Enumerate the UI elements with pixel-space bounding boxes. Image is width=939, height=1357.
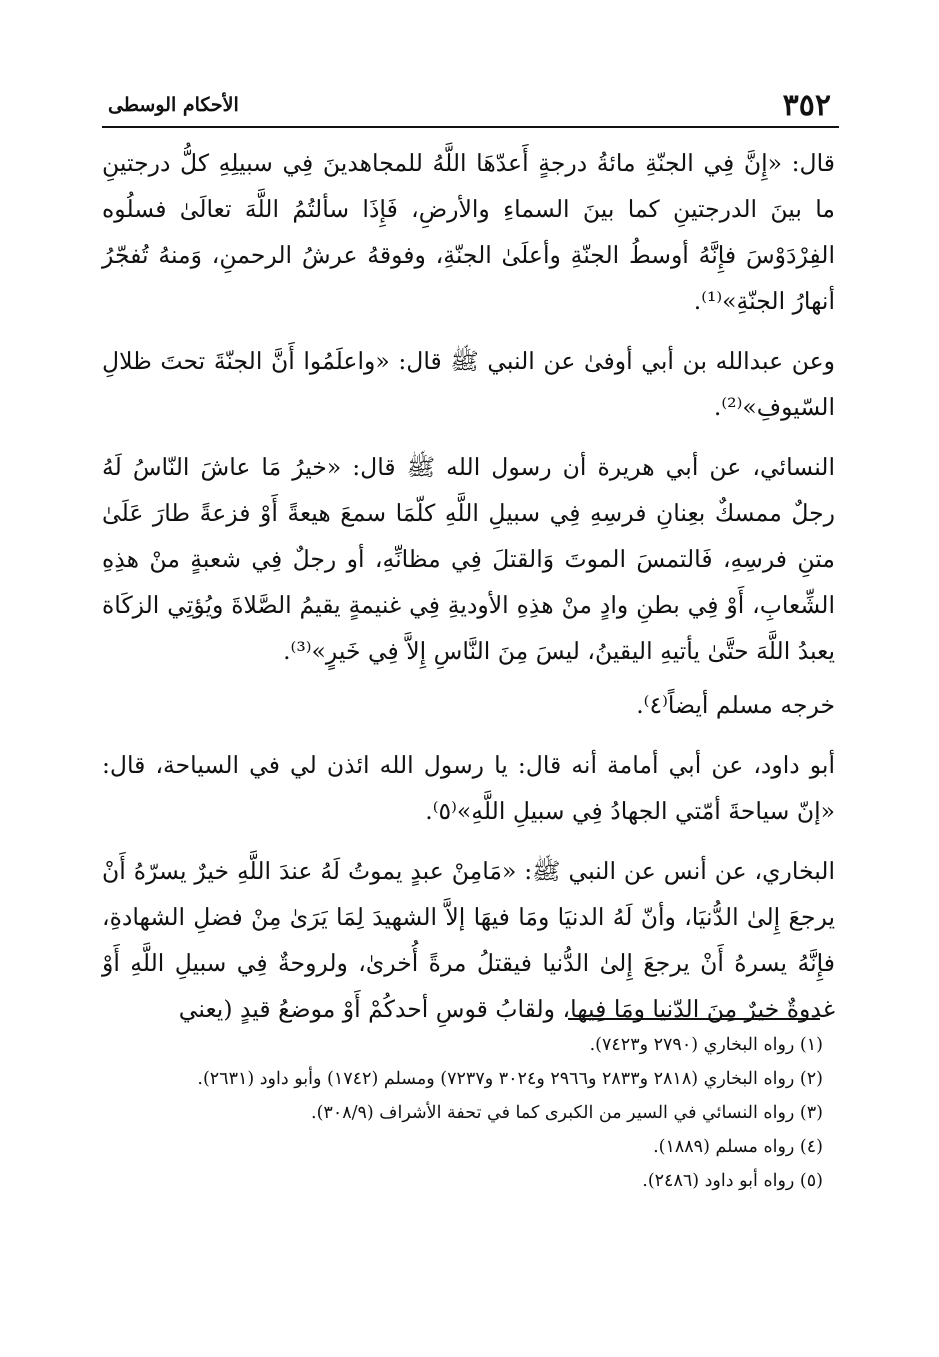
paragraph-hadith-siyaha: أبو داود، عن أبي أمامة أنه قال: يا رسول الله ائذن لي في السياحة، قال: «إنّ سياحةَ أمّتي الجهادُ فِي سبيلِ اللَّهِ»⁽٥⁾. bbox=[102, 751, 835, 825]
paragraph-hadith-bukhari: البخاري، عن أنس عن النبي ﷺ: «مَامِنْ عبدٍ يموتُ لَهُ عندَ اللَّهِ خيرٌ يسرّهُ أَنْ يرجعَ إِلىٰ الدُّنيَا، وأنّ لَهُ الدنيَا ومَا فيهَا إلاَّ الشهيدَ لِمَا يَرَىٰ مِنْ فضلِ الشهادةِ، فإِنَّهُ يسرهُ أَنْ يرجعَ إِلىٰ الدُّنيا فيقتلُ مرةً أُخرىٰ، ولروحةٌ فِي سبيلِ اللَّهِ أَوْ غدوةٌ خيرٌ مِنَ الدّنيا ومَا فِيها، ولقابُ قوسِ أحدكُمْ أَوْ موضعُ قيدٍ (يعني bbox=[102, 857, 835, 1023]
page-number: ٣٥٢ bbox=[782, 88, 831, 123]
footnote: (٢) رواه البخاري (٢٨١٨ و٢٨٣٣ و٢٩٦٦ و٣٠٢٤ و٧٢٣٧) ومسلم (١٧٤٢) وأبو داود (٢٦٣١). bbox=[197, 1069, 823, 1089]
footnote: (٤) رواه مسلم (١٨٨٩). bbox=[653, 1137, 823, 1157]
footnotes bbox=[104, 1030, 823, 1200]
header-divider bbox=[102, 126, 839, 128]
footnote: (٥) رواه أبو داود (٢٤٨٦). bbox=[642, 1171, 823, 1191]
main-text bbox=[102, 140, 835, 1046]
footnote: (٣) رواه النسائي في السير من الكبرى كما في تحفة الأشراف (٣٠٨/٩). bbox=[311, 1103, 823, 1123]
paragraph-hadith-swords: وعن عبدالله بن أبي أوفىٰ عن النبي ﷺ قال: «واعلَمُوا أَنَّ الجنّةَ تحتَ ظلالِ السّيوفِ»⁽²⁾. bbox=[102, 347, 835, 421]
paragraph-hadith-nasai: النسائي، عن أبي هريرة أن رسول الله ﷺ قال: «خيرُ مَا عاشَ النّاسُ لَهُ رجلٌ ممسكٌ بعِنانِ فرسِهِ فِي سبيلِ اللَّهِ كلّمَا سمعَ هيعةً أَوْ فزعةً طارَ عَلَىٰ متنِ فرسِهِ، فَالتمسَ الموتَ وَالقتلَ فِي مظانِّهِ، أو رجلٌ فِي شعبةٍ منْ هذِهِ الشِّعابِ، أَوْ فِي بطنِ وادٍ منْ هذِهِ الأوديةِ فِي غنيمةٍ يقيمُ الصَّلاةَ ويُؤتِي الزكَاة يعبدُ اللَّهَ حتَّىٰ يأتيهِ اليقينُ، ليسَ مِنَ النَّاسِ إِلاَّ فِي خَيرٍ»⁽³⁾. bbox=[102, 453, 835, 665]
paragraph-hadith-firdaws: قال: «إِنَّ فِي الجنّةِ مائةُ درجةٍ أَعدّهَا اللَّهُ للمجاهدينَ فِي سبيلِهِ كلُّ درجتينِ ما بينَ الدرجتينِ كما بينَ السماءِ والأرضِ، فَإِذَا سألتُمُ اللَّهَ تعالَىٰ فسلُوه الفِرْدَوْسَ فإِنَّهُ أوسطُ الجنّةِ وأعلَىٰ الجنّةِ، وفوقهُ عرشُ الرحمنِ، وَمنهُ تُفجّرُ أنهارُ الجنّةِ»⁽¹⁾. bbox=[102, 149, 835, 315]
paragraph-muslim-note: خرجه مسلم أيضاً⁽٤⁾. bbox=[636, 691, 835, 719]
running-title: الأحكام الوسطى bbox=[108, 94, 239, 116]
footnote: (١) رواه البخاري (٢٧٩٠ و٧٤٢٣). bbox=[589, 1035, 823, 1055]
page-header bbox=[100, 88, 839, 128]
footnote-divider bbox=[568, 1018, 820, 1020]
